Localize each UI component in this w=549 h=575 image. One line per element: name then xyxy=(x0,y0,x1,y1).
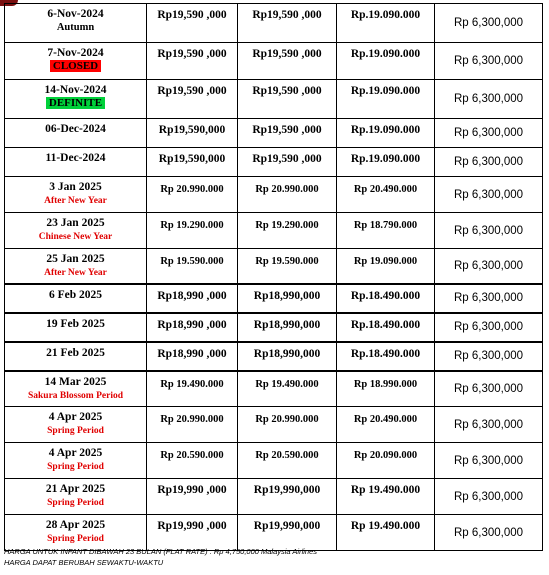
departure-date: 4 Apr 2025 xyxy=(48,447,103,459)
price-cell: Rp 20.990.000 xyxy=(147,407,238,443)
price-cell: Rp19,590 ,000 xyxy=(147,43,238,80)
table-row xyxy=(5,443,543,479)
price-cell: Rp 6,300,000 xyxy=(435,515,543,551)
departure-date-cell xyxy=(5,313,147,342)
price-cell: Rp 6,300,000 xyxy=(435,479,543,515)
table-row xyxy=(5,80,543,119)
departure-date-cell xyxy=(5,407,147,443)
price-cell: Rp 6,300,000 xyxy=(435,119,543,148)
price-cell: Rp 20.990.000 xyxy=(238,177,337,213)
status-badge-closed: CLOSED xyxy=(50,60,101,72)
departure-date: 3 Jan 2025 xyxy=(49,181,102,193)
period-label: Spring Period xyxy=(47,462,104,472)
price-cell: Rp.19.090.000 xyxy=(337,80,435,119)
price-cell: Rp.18.490.000 xyxy=(337,342,435,371)
departure-date: 21 Apr 2025 xyxy=(45,483,106,495)
price-cell: Rp 19.490.000 xyxy=(147,371,238,407)
period-label: Sakura Blossom Period xyxy=(27,390,123,401)
price-cell: Rp 6,300,000 xyxy=(435,342,543,371)
departure-date-cell xyxy=(5,284,147,313)
table-row xyxy=(5,119,543,148)
price-cell: Rp18,990 ,000 xyxy=(147,342,238,371)
price-cell: Rp19,990,000 xyxy=(238,479,337,515)
table-row xyxy=(5,43,543,80)
price-cell: Rp.18.490.000 xyxy=(337,284,435,313)
price-cell: Rp 6,300,000 xyxy=(435,407,543,443)
price-cell: Rp18,990 ,000 xyxy=(147,313,238,342)
departure-date: 14-Nov-2024 xyxy=(44,84,107,96)
departure-date: 11-Dec-2024 xyxy=(45,152,106,164)
footnotes xyxy=(4,546,317,568)
price-cell: Rp19,590 ,000 xyxy=(238,43,337,80)
price-cell: Rp19,590,000 xyxy=(147,148,238,177)
price-cell: Rp.19.090.000 xyxy=(337,148,435,177)
price-cell: Rp 6,300,000 xyxy=(435,443,543,479)
price-cell: Rp 6,300,000 xyxy=(435,284,543,313)
price-cell: Rp 20.990.000 xyxy=(147,177,238,213)
price-cell: Rp 6,300,000 xyxy=(435,313,543,342)
price-cell: Rp18,990,000 xyxy=(238,284,337,313)
price-cell: Rp 6,300,000 xyxy=(435,371,543,407)
period-label: Chinese New Year xyxy=(38,232,113,242)
price-cell: Rp 6,300,000 xyxy=(435,80,543,119)
period-label: Spring Period xyxy=(47,534,104,544)
price-cell: Rp 19.290.000 xyxy=(147,213,238,249)
departure-date-cell xyxy=(5,177,147,213)
period-label: After New Year xyxy=(44,268,107,278)
table-row xyxy=(5,4,543,43)
price-cell: Rp19,590 ,000 xyxy=(238,80,337,119)
price-cell: Rp 6,300,000 xyxy=(435,148,543,177)
price-cell: Rp19,590,000 xyxy=(147,119,238,148)
price-cell: Rp 20.090.000 xyxy=(337,443,435,479)
price-cell: Rp 20.590.000 xyxy=(147,443,238,479)
departure-date: 19 Feb 2025 xyxy=(46,317,105,330)
period-label: Spring Period xyxy=(47,426,104,436)
departure-date: 7-Nov-2024 xyxy=(47,47,104,59)
price-cell: Rp.19.090.000 xyxy=(337,43,435,80)
price-cell: Rp.19.090.000 xyxy=(337,119,435,148)
price-cell: Rp18,990,000 xyxy=(238,313,337,342)
period-label: After New Year xyxy=(44,196,107,206)
price-cell: Rp 18.990.000 xyxy=(337,371,435,407)
price-cell: Rp.18.490.000 xyxy=(337,313,435,342)
price-cell: Rp19,990 ,000 xyxy=(147,515,238,551)
departure-date: 28 Apr 2025 xyxy=(45,519,106,531)
price-cell: Rp.19.090.000 xyxy=(337,4,435,43)
departure-date: 14 Mar 2025 xyxy=(44,375,107,388)
table-row xyxy=(5,284,543,313)
departure-date: 4 Apr 2025 xyxy=(48,411,103,423)
table-row xyxy=(5,313,543,342)
price-cell: Rp 19.490.000 xyxy=(337,515,435,551)
price-cell: Rp18,990,000 xyxy=(238,342,337,371)
price-cell: Rp 19.590.000 xyxy=(238,249,337,284)
departure-date-cell xyxy=(5,119,147,148)
table-row xyxy=(5,371,543,407)
infant-price-note: HARGA UNTUK INFANT DIBAWAH 23 BULAN (FLAT RATE) : Rp 4,750,000 Malaysia Airlines xyxy=(4,547,318,556)
price-cell: Rp19,590 ,000 xyxy=(238,148,337,177)
table-row xyxy=(5,249,543,284)
price-cell: Rp 19.590.000 xyxy=(147,249,238,284)
price-cell: Rp19,590 ,000 xyxy=(238,4,337,43)
departure-date-cell xyxy=(5,148,147,177)
table-row xyxy=(5,148,543,177)
price-cell: Rp 19.290.000 xyxy=(238,213,337,249)
price-cell: Rp19,990 ,000 xyxy=(147,479,238,515)
price-cell: Rp19,590 ,000 xyxy=(147,4,238,43)
price-cell: Rp 6,300,000 xyxy=(435,177,543,213)
table-row xyxy=(5,407,543,443)
departure-date-cell xyxy=(5,4,147,43)
price-cell: Rp 6,300,000 xyxy=(435,4,543,43)
price-cell: Rp18,990 ,000 xyxy=(147,284,238,313)
departure-date-cell xyxy=(5,479,147,515)
departure-date: 06-Dec-2024 xyxy=(45,123,106,135)
departure-date-cell xyxy=(5,43,147,80)
departure-date-cell xyxy=(5,213,147,249)
departure-date-cell xyxy=(5,342,147,371)
price-cell: Rp 6,300,000 xyxy=(435,43,543,80)
price-cell: Rp 19.490.000 xyxy=(337,479,435,515)
departure-date: 25 Jan 2025 xyxy=(46,253,105,265)
price-table xyxy=(4,3,543,551)
price-cell: Rp19,590 ,000 xyxy=(147,80,238,119)
departure-date: 23 Jan 2025 xyxy=(46,217,105,229)
price-cell: Rp19,590 ,000 xyxy=(238,119,337,148)
price-cell: Rp 20.490.000 xyxy=(337,407,435,443)
departure-date: 6 Feb 2025 xyxy=(48,288,103,301)
table-row xyxy=(5,177,543,213)
price-cell: Rp 20.590.000 xyxy=(238,443,337,479)
price-change-note: HARGA DAPAT BERUBAH SEWAKTU-WAKTU xyxy=(4,558,164,567)
season-label: Autumn xyxy=(56,22,95,33)
departure-date-cell xyxy=(5,249,147,284)
price-cell: Rp 18.790.000 xyxy=(337,213,435,249)
price-cell: Rp 20.990.000 xyxy=(238,407,337,443)
departure-date: 21 Feb 2025 xyxy=(46,346,105,359)
table-row xyxy=(5,342,543,371)
departure-date-cell xyxy=(5,443,147,479)
price-cell: Rp 19.490.000 xyxy=(238,371,337,407)
period-label: Spring Period xyxy=(47,498,104,508)
price-cell: Rp 20.490.000 xyxy=(337,177,435,213)
departure-date-cell xyxy=(5,371,147,407)
price-cell: Rp 6,300,000 xyxy=(435,213,543,249)
departure-date-cell xyxy=(5,80,147,119)
price-cell: Rp 19.090.000 xyxy=(337,249,435,284)
table-row xyxy=(5,479,543,515)
status-badge-definite: DEFINITE xyxy=(46,97,105,109)
departure-date: 6-Nov-2024 xyxy=(47,8,104,20)
price-cell: Rp 6,300,000 xyxy=(435,249,543,284)
table-row xyxy=(5,213,543,249)
price-cell: Rp19,990,000 xyxy=(238,515,337,551)
